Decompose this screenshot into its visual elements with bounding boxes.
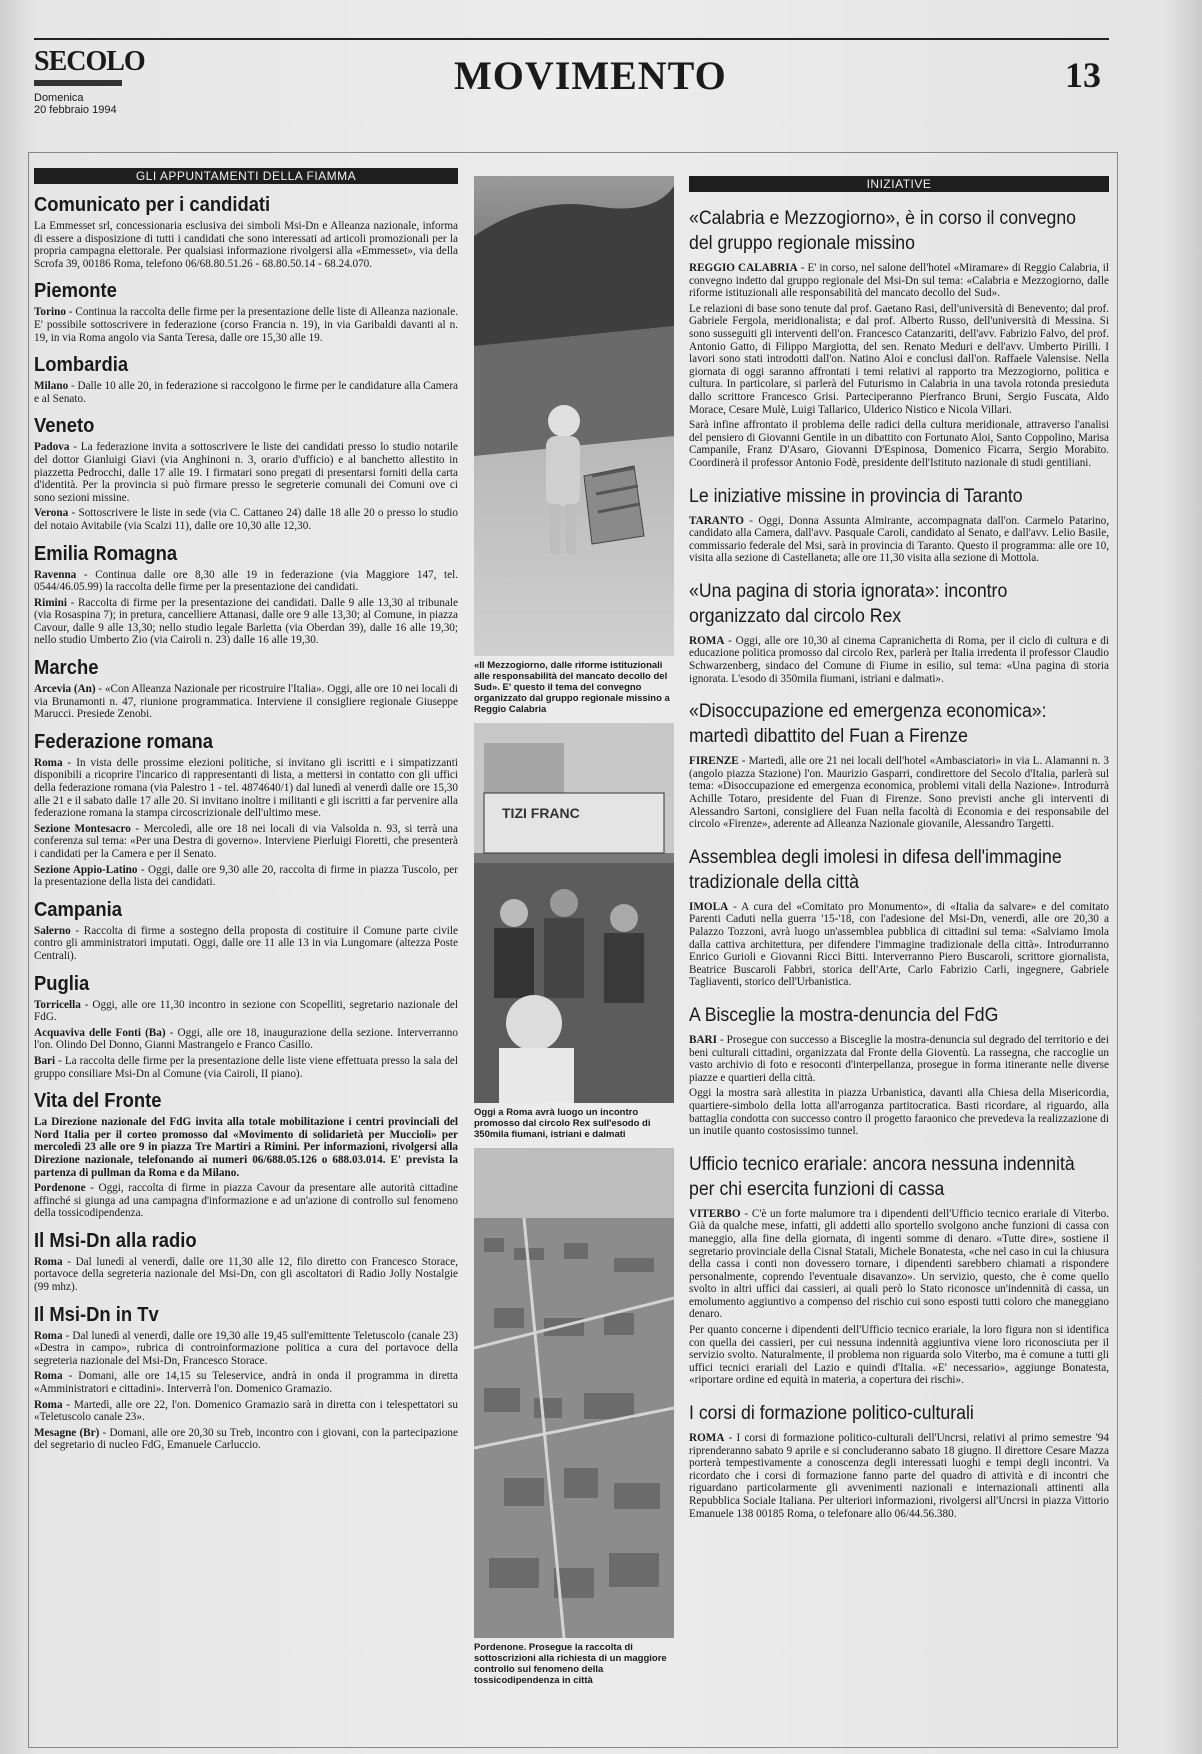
lead-in: TARANTO xyxy=(689,514,744,527)
appuntamento-heading-4: Emilia Romagna xyxy=(34,542,178,565)
lead-in: Padova xyxy=(34,441,70,454)
caption-circolo-rex: Oggi a Roma avrà luogo un incontro promosso dal circolo Rex sull'esodo di 350mila fiumani, istriani e dalmati xyxy=(474,1107,651,1140)
appuntamento-heading-3: Veneto xyxy=(34,415,95,438)
photo-demonstration xyxy=(474,723,674,1103)
appuntamento-paragraph-6-1: Sezione Montesacro - Mercoledì, alle ore 18 nei locali di via Valsolda n. 93, si terrà una conferenza sul tema: «Per una Destra di governo». Interviene Pierluigi Fioretti, che presenterà i candidati per la Camera e per il Senato. xyxy=(34,822,458,860)
iniziativa-paragraph-5-1: Oggi la mostra sarà allestita in piazza Urbanistica, davanti alla Chiesa della Misericordia, quartiere-simbolo della lotta all'arroganza partitocratica. Basti ricordare, al riguardo, alla battaglia condotta con successo contro il progetto faraonico che prevedeva la realizzazione di un inutile quanto costosissimo tunnel. xyxy=(689,1087,1109,1138)
iniziativa-paragraph-6-0: VITERBO - C'è un forte malumore tra i dipendenti dell'Ufficio tecnico erariale di Viterbo. Già da qualche mese, infatti, gli addetti allo sportello svolgono anche funzioni di cassa con maneggio, alla fine della giornata, di ingenti somme di denaro. «Tutte dire», sostiene il segretario provinciale della Cisnal Statali, Michele Bonatesta, «che nel caso in cui la chiusura della cassa i conti non dovessero tornare, i dipendenti sarebbero chiamati a rispondere personalmente, coprendo l'eventuale disavanzo». Un servizio, questo, che è come quello svolto in altri uffici dai cassieri, ai quali però lo Stato riconosce un'indennità di cassa, un emolumento aggiuntivo a compenso del rischio cui sono esposti tutti coloro che maneggiano denaro. xyxy=(689,1207,1109,1321)
appuntamento-paragraph-3-0: Padova - La federazione invita a sottoscrivere le liste dei candidati presso lo studio notarile del dottor Gianluigi Giavi (via Anghinoni n. 3, orario d'ufficio) e al banchetto allestito in piazzetta Pedrocchi, dalle 17 alle 19. I firmatari sono pregati di presentarsi forniti della carta d'identità. Per la provincia si può firmare presso le segreterie comunali dei Comuni ove ci sono sezioni missine. xyxy=(34,441,458,504)
lead-in: REGGIO CALABRIA xyxy=(689,262,798,274)
section-title: MOVIMENTO xyxy=(454,53,727,98)
appuntamento-paragraph-8-2: Bari - La raccolta delle firme per la presentazione delle liste viene effettuata presso la sala del gruppo consiliare Msi-Dn al Comune (via Cairoli, II piano). xyxy=(34,1054,458,1080)
lead-in: Sezione Appio-Latino xyxy=(34,863,138,876)
caption-pordenone: Pordenone. Prosegue la raccolta di sottoscrizioni alla richiesta di un maggiore controllo sul fenomeno della tossicodipendenza in città xyxy=(474,1642,667,1686)
lead-in: Torricella xyxy=(34,998,81,1011)
appuntamento-paragraph-4-0: Ravenna - Continua dalle ore 8,30 alle 19 in federazione (via Maggiore 147, tel. 0544/46.05.99) la raccolta delle firme per la presentazione dei candidati. xyxy=(34,568,458,594)
iniziativa-paragraph-0-2: Sarà infine affrontato il problema delle radici della cultura meridionale, attraverso l'analisi del pensiero di Giovanni Gentile in un dibattito con Fortunato Aloi, Santo Coppolino, Marisa Campanile, Franz D'Asaro, Giovanni D'Espinosa, Domenico Ficarra, Sergio Morabito. Coordinerà il professor Antonio Fodè, presidente dell'Istituto nazionale di studi gentiliani. xyxy=(689,419,1109,469)
appuntamento-heading-1: Piemonte xyxy=(34,280,117,303)
appuntamento-paragraph-0-0: La Emmesset srl, concessionaria esclusiva dei simboli Msi-Dn e Alleanza nazionale, informa di essere a disposizione di tutti i candidati che sono interessati ad articoli promozionali per la propria campagna elettorale. Per qualsiasi informazione rivolgersi alla «Emmesset», via della Scrofa 39, 00186 Roma, telefono 06/68.80.51.26 - 68.80.50.14 - 68.24.070. xyxy=(34,220,458,270)
appuntamento-paragraph-8-1: Acquaviva delle Fonti (Ba) - Oggi, alle ore 18, inaugurazione della sezione. Interverranno l'on. Olindo Del Donno, Gianni Mastrangelo e Franco Casillo. xyxy=(34,1026,458,1052)
appuntamento-paragraph-5-0: Arcevia (An) - «Con Alleanza Nazionale per ricostruire l'Italia». Oggi, alle ore 10 nei locali di via Brunamonti n. 47, riunione programmatica. Interviene il consigliere regionale Giuseppe Marucci. Presiede Zenobi. xyxy=(34,683,458,721)
appuntamento-paragraph-9-1: Pordenone - Oggi, raccolta di firme in piazza Cavour da presentare alle autorità cittadine affinché si giunga ad una campagna d'informazione e ad un'azione di controllo sul fenomeno della tossicodipendenza. xyxy=(34,1182,458,1220)
appuntamento-paragraph-11-0: Roma - Dal lunedì al venerdì, dalle ore 19,30 alle 19,45 sull'emittente Teletuscolo (canale 23) «Destra in campo», rubrica di controinformazione politica a cura del portavoce della segreteria nazionale del Msi-Dn, Francesco Storace. xyxy=(34,1329,458,1367)
appuntamento-paragraph-6-0: Roma - In vista delle prossime elezioni politiche, si invitano gli iscritti e i simpatizzanti disponibili a ricoprire l'incarico di rappresentanti di lista, a mettersi in contatto con gli uffici della federazione romana (via Palestro 1 - tel. 4874640/1) dal lunedì al venerdì dalle ore 15,30 alle 21 e il sabato dalle 17 alle 20. Si invitano inoltre i militanti e gli iscritti a far pervenire alla federazione romana la stampa circoscrizionale dell'ultimo mese. xyxy=(34,756,458,820)
appuntamento-paragraph-2-0: Milano - Dalle 10 alle 20, in federazione si raccolgono le firme per le candidature alla Camera e al Senato. xyxy=(34,380,458,405)
column-appuntamenti xyxy=(34,168,458,1743)
section-bar-appuntamenti: GLI APPUNTAMENTI DELLA FIAMMA xyxy=(34,168,458,184)
appuntamento-heading-7: Campania xyxy=(34,898,122,921)
appuntamento-paragraph-8-0: Torricella - Oggi, alle ore 11,30 incontro in sezione con Scopelliti, segretario nazionale del FdG. xyxy=(34,998,458,1024)
lead-in: Roma xyxy=(34,1370,63,1383)
iniziativa-heading-1: Le iniziative missine in provincia di Taranto xyxy=(689,485,1023,507)
protest-sign-text: TIZI FRANC xyxy=(502,805,580,821)
lead-in: Milano xyxy=(34,380,69,393)
lead-in: Roma xyxy=(34,756,63,769)
iniziativa-heading-4: Assemblea degli imolesi in difesa dell'immagine tradizionale della città xyxy=(689,846,1062,893)
logo-underline xyxy=(34,80,122,86)
lead-in: Roma xyxy=(34,1255,63,1268)
lead-in: VITERBO xyxy=(689,1207,741,1220)
appuntamento-heading-11: Il Msi-Dn in Tv xyxy=(34,1303,159,1326)
iniziative-list xyxy=(689,206,1109,1520)
appuntamento-paragraph-4-1: Rimini - Raccolta di firme per la presentazione dei candidati. Dalle 9 alle 13,30 al tribunale (via Rosaspina 7); in pretura, cancelliere Attanasi, dalle ore 9 alle 13,30; al Comune, in piazza Cavour, dalle 9 alle 13,30; nello studio legale Barletta (via Oberdan 39), dalle 16 alle 19,30; nello studio Umberto Zio (via Cairoli n. 23) dalle 16 alle 19,30. xyxy=(34,596,458,647)
newspaper-logo: SECOLO xyxy=(34,46,145,77)
lead-in: FIRENZE xyxy=(689,755,739,768)
appuntamento-paragraph-9-0 xyxy=(34,1116,458,1179)
appuntamento-paragraph-7-0: Salerno - Raccolta di firme a sostegno della proposta di costituire il Comune parte civile contro gli amministratori imputati. Oggi, dalle ore 11 alle 13 in via Lungomare (altezza Poste Centrali). xyxy=(34,924,458,962)
appuntamento-heading-8: Puglia xyxy=(34,972,90,995)
lead-in: Pordenone xyxy=(34,1182,86,1195)
appuntamento-heading-9: Vita del Fronte xyxy=(34,1090,162,1113)
iniziativa-paragraph-5-0: BARI - Prosegue con successo a Bisceglie la mostra-denuncia sul degrado del territorio e dei beni culturali cittadini, organizzata dal Fronte della Gioventù. La rassegna, che raccoglie un vasto archivio di foto e resoconti d'interpellanza, prosegue in forma itinerante nelle diverse piazze e quartieri della città. xyxy=(689,1033,1109,1084)
lead-in: La Direzione nazionale del FdG invita alla totale mobilitazione i centri provinciali del Nord Italia per il corteo promosso dal «Movimento di solidarietà per Muccioli» per mercoledì 23 alle ore 9 in piazza Tre Martiri a Rimini. Per informazioni, rivolgersi alla Direzione nazionale, telefonando ai numeri 06/688.05.126 o 688.03.014. E' prevista la partenza di pullman da Roma e da Milano. xyxy=(34,1116,458,1179)
iniziativa-heading-3: «Disoccupazione ed emergenza economica»: martedì dibattito del Fuan a Firenze xyxy=(689,701,1047,748)
lead-in: Arcevia (An) xyxy=(34,683,96,696)
lead-in: Sezione Montesacro xyxy=(34,822,131,835)
aerial-photo-image xyxy=(474,1148,674,1638)
issue-day: Domenica xyxy=(34,92,84,104)
appuntamento-paragraph-11-1: Roma - Domani, alle ore 14,15 su Teleservice, andrà in onda il programma in diretta «Amministratori e cittadini». Interverrà l'on. Domenico Gramazio. xyxy=(34,1370,458,1396)
appuntamento-heading-2: Lombardia xyxy=(34,354,129,377)
lead-in: Bari xyxy=(34,1054,56,1067)
lead-in: Roma xyxy=(34,1398,63,1411)
iniziativa-heading-5: A Bisceglie la mostra-denuncia del FdG xyxy=(689,1004,999,1026)
appuntamento-paragraph-11-3: Mesagne (Br) - Domani, alle ore 20,30 su Treb, incontro con i giovani, con la partecipazione del segretario di nucleo FdG, Emanuele Carluccio. xyxy=(34,1426,458,1452)
appuntamento-heading-5: Marche xyxy=(34,657,99,680)
iniziativa-paragraph-0-1: Le relazioni di base sono tenute dal prof. Gaetano Rasi, dell'università di Benevento; dal prof. Gabriele Fergola, meridionalista; e dal prof. Alberto Russo, dell'università di Messina. Si sono susseguiti gli interventi dell'on. Francesco Catanzariti, dell'avv. Fabrizio Falvo, del prof. Antonio Gatto, di Filippo Margiotta, del sen. Renato Meduri e dell'avv. Umberto Pirilli. I lavori sono stati introdotti dall'on. Natino Aloi e conclusi dall'on. Raffaele Valensise. Nella giornata di oggi saranno affrontati i temi relativi al rapporto tra Mezzogiorno, politica e cultura. In particolare, si parlerà del Futurismo in Calabria in una tavola rotonda presieduta dallo scrittore Francesco Grisi. Parteciperanno Pierfranco Bruni, Sergio Fuscata, Aldo Morace, Cesare Mulè, Luigi Tallarico, Ulderico Nistico e Nicola Villari. xyxy=(689,302,1109,416)
appuntamento-paragraph-10-0: Roma - Dal lunedì al venerdì, dalle ore 11,30 alle 12, filo diretto con Francesco Storace, portavoce della segreteria nazionale del Msi-Dn, con gli ascoltatori di Radio Jolly Nostalgie (99 mhz). xyxy=(34,1255,458,1294)
lead-in: Mesagne (Br) xyxy=(34,1426,100,1439)
iniziativa-paragraph-7-0: ROMA - I corsi di formazione politico-culturali dell'Uncrsi, relativi al primo semestre '94 riprenderanno sabato 9 aprile e si concluderanno sabato 18 giugno. Il direttore Cesare Mazza porterà tempestivamente a conoscenza degli interessati luoghi e tempi degli incontri. Va ricordato che i corsi di formazione fanno parte del quadro di attività e di incontri che riguardano particolarmente gli avvenimenti nazionali e internazionali attinenti alla Repubblica Sociale Italiana. Per ulteriori informazioni, rivolgersi all'Uncrsi in piazza Vittorio Emanuele 138 00185 Roma, o telefonare allo 06/44.56.380. xyxy=(689,1432,1109,1520)
iniziativa-heading-0: «Calabria e Mezzogiorno», è in corso il convegno del gruppo regionale missino xyxy=(689,208,1077,254)
beach-photo-image xyxy=(474,176,674,656)
iniziativa-heading-2: «Una pagina di storia ignorata»: incontro organizzato dal circolo Rex xyxy=(689,580,1008,627)
lead-in: Ravenna xyxy=(34,568,77,581)
appuntamenti-list xyxy=(34,194,458,1452)
lead-in: Salerno xyxy=(34,924,71,937)
column-photos xyxy=(470,176,678,1746)
photo-beach-child xyxy=(474,176,674,656)
iniziativa-heading-6: Ufficio tecnico erariale: ancora nessuna indennità per chi esercita funzioni di cassa xyxy=(689,1153,1075,1200)
lead-in: Roma xyxy=(34,1329,63,1342)
iniziativa-heading-7: I corsi di formazione politico-culturali xyxy=(689,1403,974,1425)
iniziativa-paragraph-1-0: TARANTO - Oggi, Donna Assunta Almirante, accompagnata dall'on. Carmelo Patarino, candidato alla Camera, dall'avv. Pasquale Caroli, candidato al Senato, e dall'avv. Lelio Basile, commissario federale del Msi, sarà in provincia di Taranto. Questo il programma: alle ore 10, visita alla sezione di Castellaneta; alle ore 11,30 visita alla sezione di Mottola. xyxy=(689,514,1109,565)
iniziativa-paragraph-3-0: FIRENZE - Martedì, alle ore 21 nei locali dell'hotel «Ambasciatori» in via L. Alamanni n. 3 (angolo piazza Stazione) l'on. Maurizio Gasparri, condirettore del Secolo d'Italia, parlerà sul tema: «Disoccupazione ed emergenza economica, problemi vitali della Nazione». Introdurrà Achille Totaro, presidente del Fuan di Firenze. Sono previsti anche gli interventi di Alessandro Sartoni, consigliere del Fuan nella facoltà di Economia e dei responsabile del circolo «Firenze», aderente ad Alleanza Nazionale giovanile, Alessandro Targetti. xyxy=(689,755,1109,831)
caption-convegno: «Il Mezzogiorno, dalle riforme istituzionali alle responsabilità del mancato decollo del Sud». E' questo il tema del convegno organizzato dal gruppo regionale missino a Reggio Calabria xyxy=(474,660,670,715)
lead-in: ROMA xyxy=(689,634,725,647)
section-bar-iniziative: INIZIATIVE xyxy=(689,176,1109,192)
page-number: 13 xyxy=(1065,55,1101,95)
lead-in: Verona xyxy=(34,507,69,520)
demonstration-photo-image xyxy=(474,723,674,1103)
column-iniziative xyxy=(689,176,1109,1746)
lead-in: Torino xyxy=(34,306,66,319)
appuntamento-paragraph-6-2: Sezione Appio-Latino - Oggi, dalle ore 9,30 alle 20, raccolta di firme in piazza Tuscolo, per la presentazione della lista dei candidati. xyxy=(34,863,458,889)
lead-in: IMOLA xyxy=(689,900,729,913)
lead-in: Rimini xyxy=(34,596,67,609)
appuntamento-paragraph-3-1: Verona - Sottoscrivere le liste in sede (via C. Cattaneo 24) dalle 18 alle 20 o presso lo studio del notaio Avitabile (via Scalzi 11), dalle ore 10,30 alle 12,30. xyxy=(34,507,458,532)
appuntamento-paragraph-11-2: Roma - Martedì, alle ore 22, l'on. Domenico Gramazio sarà in diretta con i telespettatori su «Teletuscolo canale 23». xyxy=(34,1398,458,1424)
lead-in: ROMA xyxy=(689,1432,725,1445)
iniziativa-paragraph-0-0: REGGIO CALABRIA - E' in corso, nel salone dell'hotel «Miramare» di Reggio Calabria, il convegno indetto dal gruppo regionale del Msi-Dn sul tema: «Calabria e Mezzogiorno, dalle riforme istituzionali alle responsabilità del mancato decollo del Sud». xyxy=(689,262,1109,300)
photo-pordenone-aerial xyxy=(474,1148,674,1638)
appuntamento-heading-10: Il Msi-Dn alla radio xyxy=(34,1229,197,1252)
appuntamento-heading-0: Comunicato per i candidati xyxy=(34,194,271,216)
lead-in: BARI xyxy=(689,1033,717,1046)
iniziativa-paragraph-6-1: Per quanto concerne i dipendenti dell'Ufficio tecnico erariale, la loro figura non si identifica con quella dei cassieri, per cui nessuna indennità aggiuntiva viene loro riconosciuta per il servizio svolto. Naturalmente, il problema non riguarda solo Viterbo, ma è comune a tutti gli uffici tecnici erariali del Lazio e quindi d'Italia. «E' necessario», aggiunge Bonatesta, «riportare ordine ed equità in materia, a copertura dei rischi». xyxy=(689,1324,1109,1387)
appuntamento-paragraph-1-0: Torino - Continua la raccolta delle firme per la presentazione delle liste di Alleanza nazionale. E' possibile sottoscrivere in federazione (corso Francia n. 19), in via Garibaldi davanti al n. 19, in via Roma angolo via Santa Teresa, dalle ore 15,30 alle 19. xyxy=(34,306,458,344)
iniziativa-paragraph-2-0: ROMA - Oggi, alle ore 10,30 al cinema Capranichetta di Roma, per il ciclo di cultura e di educazione politica promosso dal circolo Rex, parlerà per Italia irredenta il professor Claudio Schwarzenberg, sindaco del Comune di Fiume in esilio, sul tema: «Una pagina di storia ignorata. L'esodo di 350mila fiumani, istriani e dalmati». xyxy=(689,634,1109,685)
appuntamento-heading-6: Federazione romana xyxy=(34,730,213,753)
lead-in: Acquaviva delle Fonti (Ba) xyxy=(34,1026,166,1039)
masthead xyxy=(34,38,1109,116)
issue-date xyxy=(34,92,117,116)
issue-date-text: 20 febbraio 1994 xyxy=(34,104,117,116)
iniziativa-paragraph-4-0: IMOLA - A cura del «Comitato pro Monumento», di «Italia da salvare» e del comitato Parenti Caduti nella guerra '15-'18, con l'adesione del Msi-Dn, venerdì, alle ore 20,30 a Palazzo Tozzoni, avrà luogo un'assemblea pubblica di cittadini sul tema: «Salviamo Imola dalla cattiva architettura, per difendere l'immagine tradizionale della città». Introdurranno Enrico Gurioli e Giovanni Ricci Bitti. Interverranno Piero Buscaroli, scrittore giornalista, Beatrice Buscaroli Fabbri, storica dell'Arte, Carlo Fabrizio Carli, ingegnere, Gabriele Tagliaventi, storico dell'Urbanistica. xyxy=(689,900,1109,989)
